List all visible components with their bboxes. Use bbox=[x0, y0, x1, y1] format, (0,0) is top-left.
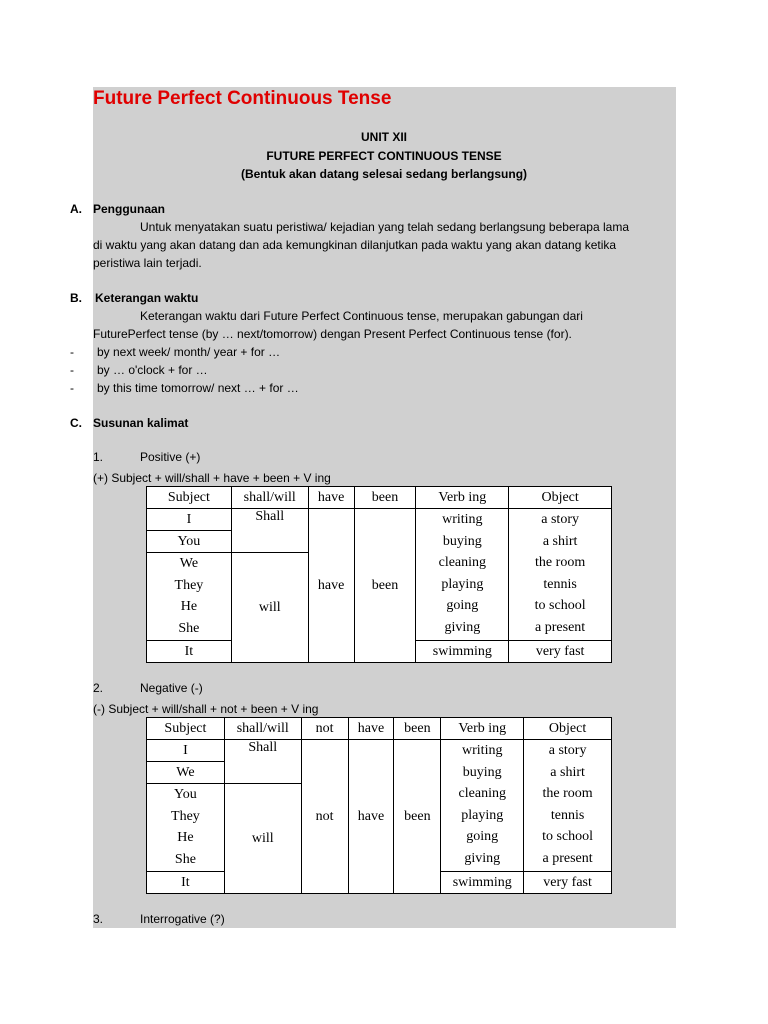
subject-item: We bbox=[179, 556, 199, 571]
will-cell: will bbox=[224, 784, 301, 894]
verb-item: playing bbox=[441, 576, 484, 592]
page-shading-right-2 bbox=[612, 717, 676, 892]
will-cell: will bbox=[231, 553, 308, 663]
positive-label: Positive (+) bbox=[140, 450, 201, 464]
shall-cell: Shall bbox=[224, 740, 301, 784]
section-b-label: B. bbox=[70, 291, 82, 305]
verb-item: writing bbox=[462, 743, 503, 758]
subject-cell: You bbox=[147, 531, 232, 553]
section-b-line-2: FuturePerfect tense (by … next/tomorrow) dengan Present Perfect Continuous tense (for). bbox=[93, 327, 572, 341]
column-header: Verb ing bbox=[416, 487, 509, 509]
subject-item: You bbox=[174, 787, 197, 802]
positive-formula: (+) Subject + will/shall + have + been + V ing bbox=[93, 471, 331, 485]
subject-item: He bbox=[177, 830, 194, 846]
column-header: been bbox=[354, 487, 416, 509]
unit-heading: FUTURE PERFECT CONTINUOUS TENSE bbox=[266, 149, 502, 163]
positive-number: 1. bbox=[93, 450, 104, 464]
section-a-line-2: di waktu yang akan datang dan ada kemungkinan dilanjutkan pada waktu yang akan datang ketika bbox=[93, 238, 617, 252]
verb-cell: swimming bbox=[416, 641, 509, 663]
not-cell: not bbox=[301, 740, 348, 894]
section-c-label: C. bbox=[70, 416, 82, 430]
been-cell: been bbox=[394, 740, 441, 894]
section-c-title: Susunan kalimat bbox=[93, 416, 189, 430]
object-item: the room bbox=[535, 555, 586, 571]
column-header: shall/will bbox=[224, 718, 301, 740]
subject-cell: I bbox=[147, 740, 225, 762]
subject-item: He bbox=[180, 599, 198, 615]
negative-formula: (-) Subject + will/shall + not + been + V ing bbox=[93, 702, 319, 716]
verb-item: writing bbox=[442, 512, 483, 527]
column-header: Subject bbox=[147, 487, 232, 509]
unit-label: UNIT XII bbox=[360, 130, 407, 144]
object-list bbox=[509, 509, 612, 641]
verb-item: cleaning bbox=[438, 555, 487, 571]
page-shading-right bbox=[612, 486, 676, 661]
column-header: have bbox=[308, 487, 354, 509]
verb-item: buying bbox=[462, 764, 502, 780]
page-shading-left bbox=[93, 486, 146, 661]
shall-cell: Shall bbox=[231, 509, 308, 553]
verb-item: giving bbox=[444, 619, 481, 635]
section-a-label: A. bbox=[70, 202, 82, 216]
section-a-title: Penggunaan bbox=[93, 202, 166, 216]
object-item: a story bbox=[548, 743, 587, 758]
object-item: a present bbox=[535, 619, 586, 635]
bullet-item: by next week/ month/ year + for … bbox=[97, 345, 281, 359]
subject-cell: I bbox=[147, 509, 232, 531]
column-header: Object bbox=[509, 487, 612, 509]
object-item: a story bbox=[541, 512, 579, 527]
object-list bbox=[524, 740, 612, 872]
object-cell: very fast bbox=[509, 641, 612, 663]
object-item: a shirt bbox=[550, 764, 585, 780]
column-header: been bbox=[394, 718, 441, 740]
have-cell: have bbox=[308, 509, 354, 663]
table-row bbox=[147, 740, 612, 762]
subject-item: They bbox=[171, 808, 200, 824]
column-header: Verb ing bbox=[441, 718, 524, 740]
verb-item: cleaning bbox=[458, 786, 506, 802]
negative-label: Negative (-) bbox=[140, 681, 203, 695]
column-header: Subject bbox=[147, 718, 225, 740]
negative-table bbox=[146, 717, 612, 894]
subject-item: She bbox=[174, 851, 196, 867]
subject-cell: It bbox=[147, 641, 232, 663]
section-b-title: Keterangan waktu bbox=[95, 291, 199, 305]
verb-list bbox=[441, 740, 524, 872]
column-header: shall/will bbox=[231, 487, 308, 509]
column-header: have bbox=[348, 718, 394, 740]
page-shading-left-2 bbox=[93, 717, 146, 892]
subject-item: She bbox=[178, 620, 200, 636]
document-title: Future Perfect Continuous Tense bbox=[93, 88, 392, 109]
unit-subheading: (Bentuk akan datang selesai sedang berlangsung) bbox=[240, 167, 528, 181]
table-row bbox=[147, 509, 612, 531]
verb-item: going bbox=[446, 598, 479, 614]
section-b-line-1: Keterangan waktu dari Future Perfect Continuous tense, merupakan gabungan dari bbox=[140, 309, 583, 323]
have-cell: have bbox=[348, 740, 394, 894]
object-item: tennis bbox=[550, 807, 585, 823]
negative-number: 2. bbox=[93, 681, 104, 695]
verb-item: buying bbox=[442, 533, 482, 549]
interrogative-label: Interrogative (?) bbox=[140, 912, 225, 926]
verb-list bbox=[416, 509, 509, 641]
positive-table bbox=[146, 486, 612, 663]
verb-item: going bbox=[466, 829, 499, 845]
section-a-line-1: Untuk menyatakan suatu peristiwa/ kejadian yang telah sedang berlangsung beberapa lama bbox=[140, 220, 629, 234]
subject-item: They bbox=[174, 577, 204, 593]
table-header-row bbox=[147, 487, 612, 509]
verb-item: playing bbox=[461, 807, 504, 823]
bullet-dash: - bbox=[70, 363, 74, 377]
bullet-dash: - bbox=[70, 381, 74, 395]
section-a-line-3: peristiwa lain terjadi. bbox=[93, 256, 202, 270]
object-item: a shirt bbox=[542, 533, 578, 549]
column-header: Object bbox=[524, 718, 612, 740]
table-header-row bbox=[147, 718, 612, 740]
object-item: to school bbox=[534, 598, 586, 614]
object-item: to school bbox=[542, 829, 594, 845]
column-header: not bbox=[301, 718, 348, 740]
object-item: tennis bbox=[543, 576, 577, 592]
subject-list bbox=[147, 553, 232, 641]
been-cell: been bbox=[354, 509, 416, 663]
object-item: a present bbox=[542, 850, 593, 866]
object-item: the room bbox=[542, 786, 593, 802]
verb-item: giving bbox=[464, 850, 501, 866]
object-cell: very fast bbox=[524, 872, 612, 894]
verb-cell: swimming bbox=[441, 872, 524, 894]
subject-cell: It bbox=[147, 872, 225, 894]
subject-cell: We bbox=[147, 762, 225, 784]
bullet-dash: - bbox=[70, 345, 74, 359]
subject-list bbox=[147, 784, 225, 872]
bullet-item: by … o'clock + for … bbox=[97, 363, 208, 377]
interrogative-number: 3. bbox=[93, 912, 104, 926]
bullet-item: by this time tomorrow/ next … + for … bbox=[97, 381, 299, 395]
